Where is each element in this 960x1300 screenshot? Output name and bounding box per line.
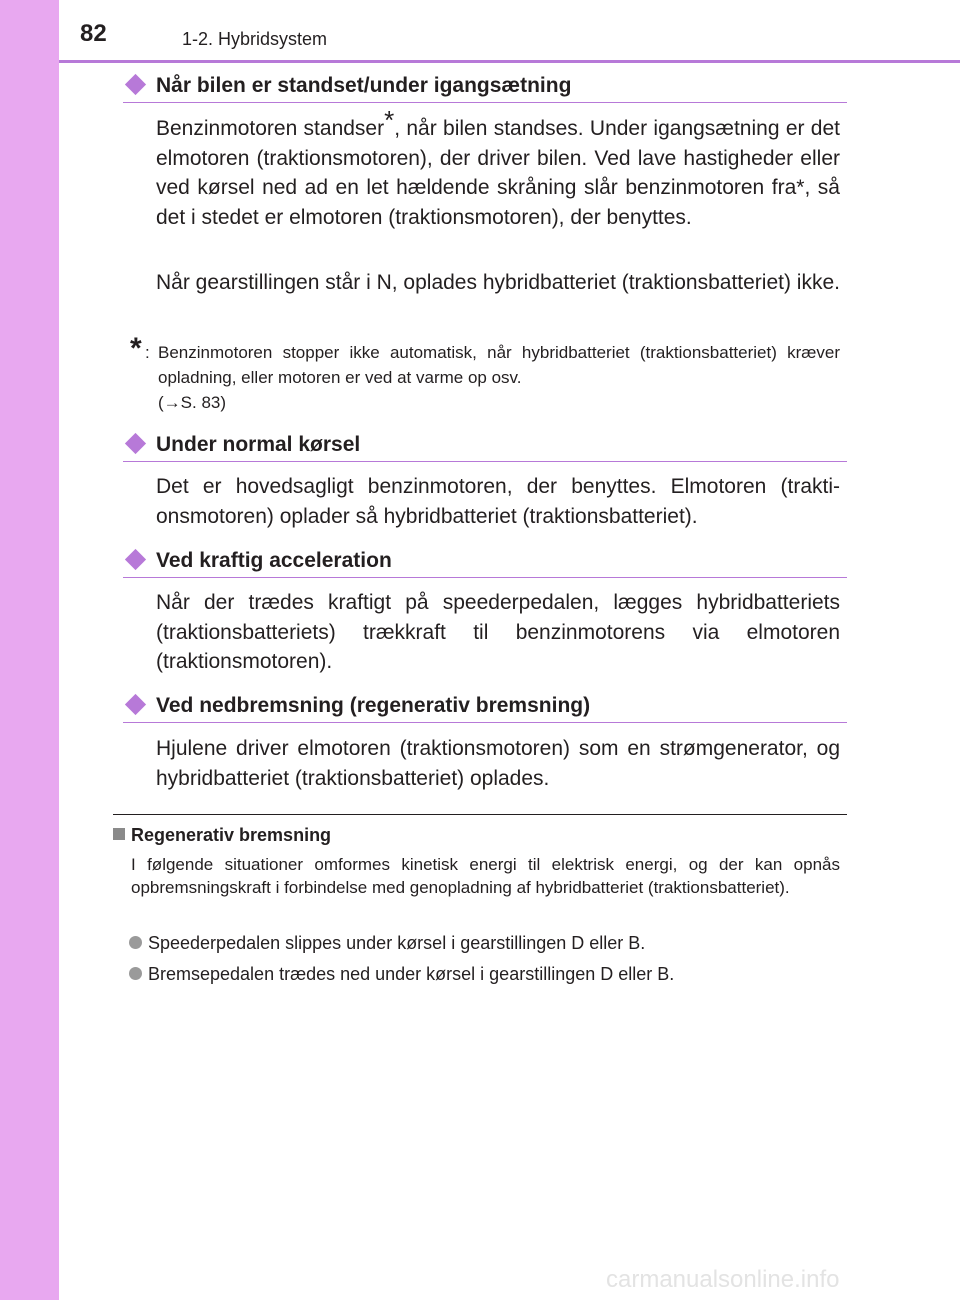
section-4-paragraph: Hjulene driver elmotoren (traktionsmotoren) som en strømgenerator, og hybridbatteriet (traktionsbatteriet) oplades. — [156, 737, 840, 790]
list-item-text: Speederpedalen slippes under kørsel i gearstillingen D eller B. — [148, 933, 646, 953]
footnote-star: * — [130, 332, 142, 365]
diamond-icon — [125, 694, 146, 715]
paragraph-text: Benzinmotoren standser — [156, 117, 385, 140]
footnote — [130, 332, 840, 415]
info-heading — [113, 824, 331, 846]
diamond-icon — [125, 74, 146, 95]
paragraph-text: , når bilen standses. Under igangsætning er det elmotoren (traktionsmotoren), der driver bilen. Ved lave hastigheder eller ved kørsel ned ad en let hældende skråning slår benzinmotoren fra*, så det i stedet er elmotoren (traktionsmotoren), der benyttes. — [156, 117, 840, 229]
footnote-text: Benzinmotoren stopper ikke automatisk, når hybridbatteriet (traktionsbatteriet) kræver opladning, eller motoren er ved at varme op osv. — [158, 343, 840, 387]
info-text: I følgende situationer omformes kinetisk energi til elektrisk energi, og der kan opnås opbremsningskraft i forbindelse med genopladning af hybridbatteriet (traktionsbatteriet). — [131, 855, 840, 897]
section-heading-4 — [123, 690, 847, 723]
list-item — [129, 932, 645, 954]
diamond-icon — [125, 433, 146, 454]
info-divider — [113, 814, 847, 815]
section-heading-3 — [123, 545, 847, 578]
section-1-paragraph-1 — [156, 105, 840, 232]
chapter-title: 1-2. Hybridsystem — [182, 29, 328, 49]
diamond-icon — [125, 549, 146, 570]
section-heading-2 — [123, 429, 847, 462]
page-number: 82 — [80, 20, 107, 47]
watermark: carmanualsonline.info — [606, 1266, 840, 1293]
section-heading-1 — [123, 70, 847, 103]
footnote-star: * — [384, 105, 395, 135]
section-2-paragraph: Det er hovedsagligt benzinmotoren, der benyttes. Elmotoren (traktionsmotoren) oplader så hybridbatteriet (traktionsbatteriet). — [156, 475, 840, 528]
circle-bullet-icon — [129, 936, 142, 949]
info-title: Regenerativ bremsning — [131, 825, 332, 845]
section-3-paragraph: Når der trædes kraftigt på speederpedalen, lægges hybridbatteriets (traktionsbatteriets) trækkraft til benzinmotorens via elmotoren (traktionsmotoren). — [156, 591, 840, 673]
footnote-page-reference[interactable]: (→S. 83) — [158, 393, 227, 412]
list-item — [129, 963, 674, 985]
page-sidebar-band — [0, 0, 59, 1300]
section-title: Ved nedbremsning (regenerativ bremsning) — [156, 694, 591, 717]
list-item-text: Bremsepedalen trædes ned under kørsel i gearstillingen D eller B. — [148, 964, 675, 984]
header-rule — [59, 60, 960, 63]
section-title: Under normal kørsel — [156, 433, 361, 456]
section-1-paragraph-2: Når gearstillingen står i N, oplades hybridbatteriet (traktionsbatteriet) ikke. — [156, 271, 840, 294]
circle-bullet-icon — [129, 967, 142, 980]
section-title: Ved kraftig acceleration — [156, 549, 392, 572]
section-title: Når bilen er standset/under igangsætning — [156, 74, 572, 97]
square-bullet-icon — [113, 828, 125, 840]
footnote-colon: : — [145, 343, 150, 362]
